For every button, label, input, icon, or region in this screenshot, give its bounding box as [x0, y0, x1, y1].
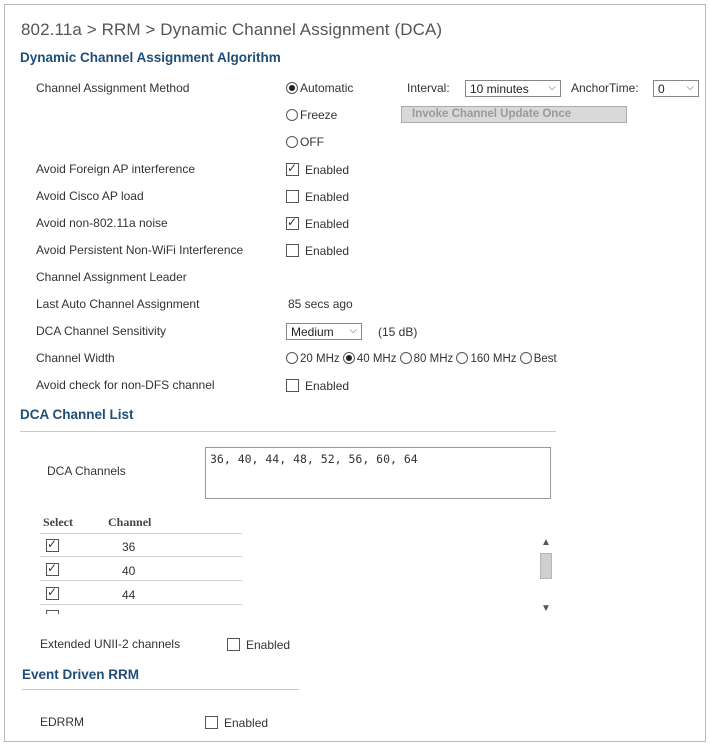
row-channel: 40 [122, 564, 136, 578]
radio-icon [286, 352, 298, 364]
table-row-partial [40, 606, 242, 614]
chevron-down-icon: ⌵ [349, 325, 357, 336]
avoid-persistent-enabled: Enabled [305, 244, 350, 258]
channel-list-section-title: DCA Channel List [20, 407, 134, 422]
checkbox-icon [205, 716, 218, 729]
checkbox-icon [286, 379, 299, 392]
table-header-select: Select [43, 515, 73, 529]
edrrm-label: EDRRM [40, 715, 84, 729]
avoid-cisco-checkbox[interactable] [286, 190, 349, 204]
table-header-channel: Channel [108, 515, 152, 529]
scrollbar-thumb[interactable] [540, 553, 552, 579]
checkbox-icon[interactable] [46, 610, 59, 614]
last-auto-value: 85 secs ago [288, 297, 353, 311]
width-best-radio[interactable] [520, 353, 557, 365]
checkbox-icon [286, 244, 299, 257]
dca-channels-textarea[interactable] [205, 447, 551, 499]
avoid-dfs-checkbox[interactable] [286, 379, 349, 393]
method-automatic-radio[interactable] [286, 81, 353, 95]
row-checkbox-36[interactable] [46, 539, 59, 552]
channel-width-options [286, 352, 557, 365]
avoid-cisco-enabled: Enabled [305, 190, 350, 204]
avoid-foreign-label: Avoid Foreign AP interference [36, 162, 195, 176]
invoke-channel-update-button[interactable]: Invoke Channel Update Once [401, 106, 627, 123]
anchortime-select[interactable] [653, 80, 699, 97]
method-automatic-label: Automatic [300, 81, 354, 95]
last-auto-label: Last Auto Channel Assignment [36, 297, 200, 311]
extended-unii2-label: Extended UNII-2 channels [40, 637, 181, 651]
edrrm-checkbox[interactable] [205, 716, 268, 730]
width-160-label: 160 MHz [470, 353, 517, 365]
extended-unii2-enabled: Enabled [246, 638, 291, 652]
width-20-radio[interactable] [286, 353, 340, 365]
page-title: 802.11a > RRM > Dynamic Channel Assignment (DCA) [21, 20, 443, 39]
table-row [40, 558, 242, 581]
table-row [40, 534, 242, 557]
radio-icon [343, 352, 355, 364]
avoid-noise-checkbox[interactable] [286, 217, 349, 231]
anchortime-value: 0 [658, 82, 665, 96]
avoid-foreign-checkbox[interactable] [286, 163, 349, 177]
section-divider [22, 689, 299, 690]
chevron-down-icon: ⌵ [686, 82, 694, 93]
sensitivity-label: DCA Channel Sensitivity [36, 324, 167, 338]
dca-channels-label: DCA Channels [47, 464, 126, 478]
radio-icon [520, 352, 532, 364]
interval-value: 10 minutes [470, 82, 529, 96]
table-row [40, 582, 242, 605]
width-best-label: Best [533, 353, 557, 365]
extended-unii2-checkbox[interactable] [227, 638, 290, 652]
avoid-foreign-enabled: Enabled [305, 163, 350, 177]
sensitivity-select[interactable] [286, 323, 362, 340]
avoid-persistent-label: Avoid Persistent Non-WiFi Interference [36, 243, 244, 257]
row-channel: 36 [122, 540, 136, 554]
sensitivity-db: (15 dB) [378, 325, 418, 339]
scroll-up-icon[interactable]: ▲ [541, 537, 551, 548]
avoid-dfs-label: Avoid check for non-DFS channel [36, 378, 215, 392]
method-off-label: OFF [300, 135, 324, 149]
anchortime-label: AnchorTime: [571, 81, 639, 95]
checkbox-checked-icon [286, 217, 299, 230]
radio-icon [400, 352, 412, 364]
interval-label: Interval: [407, 81, 450, 95]
method-off-radio[interactable] [286, 135, 324, 149]
channel-table-scrollbar[interactable] [539, 537, 553, 617]
avoid-cisco-label: Avoid Cisco AP load [36, 189, 144, 203]
checkbox-icon [227, 638, 240, 651]
radio-icon [286, 136, 298, 148]
event-driven-rrm-section-title: Event Driven RRM [22, 667, 140, 682]
method-freeze-radio[interactable] [286, 108, 337, 122]
width-40-label: 40 MHz [356, 353, 397, 365]
avoid-dfs-enabled: Enabled [305, 379, 350, 393]
channel-width-label: Channel Width [36, 351, 115, 365]
chevron-down-icon: ⌵ [548, 82, 556, 93]
width-160-radio[interactable] [456, 353, 516, 365]
row-checkbox-40[interactable] [46, 563, 59, 576]
radio-icon [286, 82, 298, 94]
width-40-radio[interactable] [343, 353, 397, 365]
checkbox-checked-icon [286, 163, 299, 176]
dca-section-title: Dynamic Channel Assignment Algorithm [20, 50, 281, 65]
section-divider [20, 431, 556, 432]
avoid-noise-label: Avoid non-802.11a noise [36, 216, 168, 230]
method-freeze-label: Freeze [300, 108, 338, 122]
scroll-down-icon[interactable]: ▼ [541, 603, 551, 614]
radio-icon [456, 352, 468, 364]
row-channel: 44 [122, 588, 136, 602]
leader-label: Channel Assignment Leader [36, 270, 187, 284]
edrrm-enabled: Enabled [224, 716, 269, 730]
dca-config-panel [4, 4, 706, 742]
avoid-persistent-checkbox[interactable] [286, 244, 349, 258]
method-label: Channel Assignment Method [36, 81, 190, 95]
interval-select[interactable] [465, 80, 561, 97]
checkbox-icon [286, 190, 299, 203]
row-checkbox-44[interactable] [46, 587, 59, 600]
radio-icon [286, 109, 298, 121]
width-80-radio[interactable] [400, 353, 454, 365]
avoid-noise-enabled: Enabled [305, 217, 350, 231]
width-20-label: 20 MHz [300, 353, 340, 365]
sensitivity-value: Medium [291, 325, 334, 339]
width-80-label: 80 MHz [413, 353, 454, 365]
